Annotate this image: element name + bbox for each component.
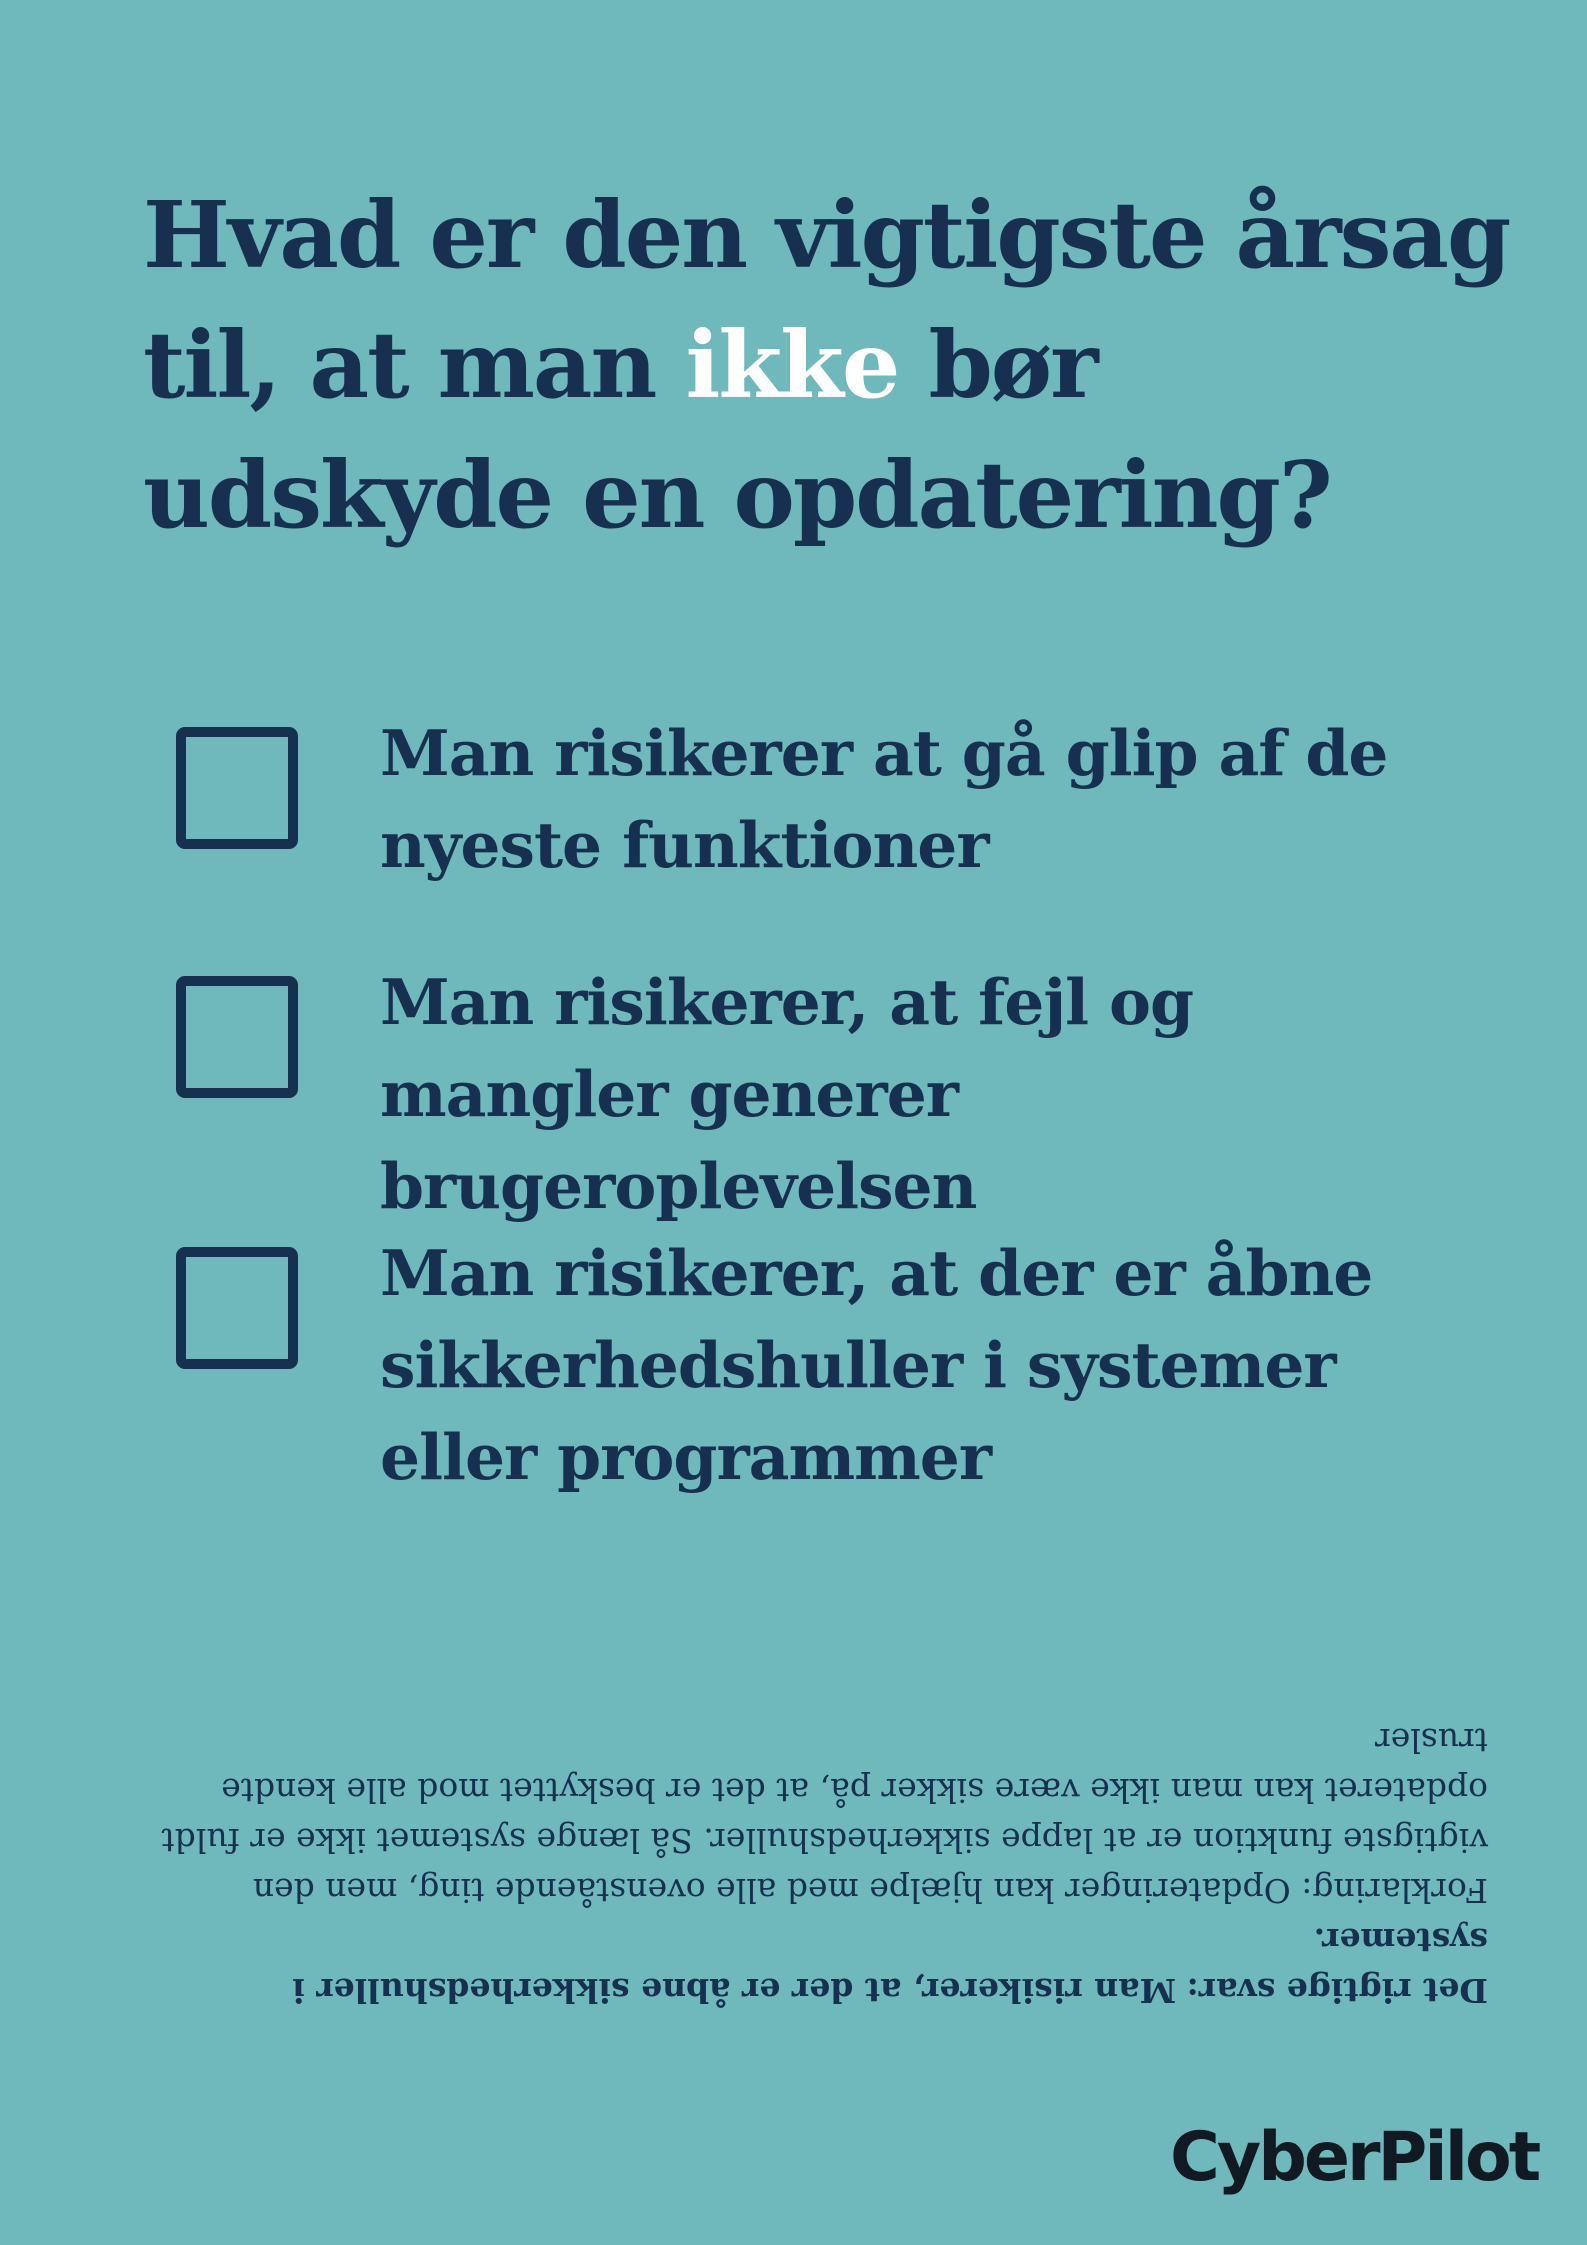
explanation-text: Opdateringer kan hjælpe med alle ovenstående ting, men den vigtigste funktion er at lappe sikkerhedshuller. Så længe systemet ikke er fuldt opdateret kan man ikke være sikker på, at det er beskyttet mod alle kendte trusler	[161, 1721, 1488, 1910]
correct-answer-line	[143, 1915, 1488, 2015]
question-text-end: bør udskyde en opdatering?	[143, 311, 1331, 549]
question-heading	[143, 170, 1523, 560]
option-1-label: Man risikerer at gå glip af de nyeste funktioner	[380, 716, 1388, 882]
question-emphasis: ikke	[685, 311, 899, 419]
option-2-label: Man risikerer, at fejl og mangler generer brugeroplevelsen	[380, 965, 1194, 1223]
question-text-start: Hvad er den vigtigste årsag til, at man	[143, 181, 1510, 419]
checkbox-option-2[interactable]	[176, 976, 298, 1098]
upside-down-answer	[143, 1721, 1488, 2015]
checkbox-option-3[interactable]	[176, 1247, 298, 1369]
correct-answer-label: Det rigtige svar:	[1186, 1971, 1488, 2010]
option-3-label: Man risikerer, at der er åbne sikkerhedshuller i systemer eller programmer	[380, 1236, 1373, 1494]
correct-answer-text: Man risikerer, at der er åbne sikkerhedshuller i systemer.	[292, 1921, 1488, 2010]
checkbox-option-1[interactable]	[176, 727, 298, 849]
explanation-line	[143, 1715, 1488, 1915]
explanation-label: Forklaring:	[1301, 1871, 1488, 1910]
cyberpilot-logo: CyberPilot	[1170, 2118, 1539, 2197]
